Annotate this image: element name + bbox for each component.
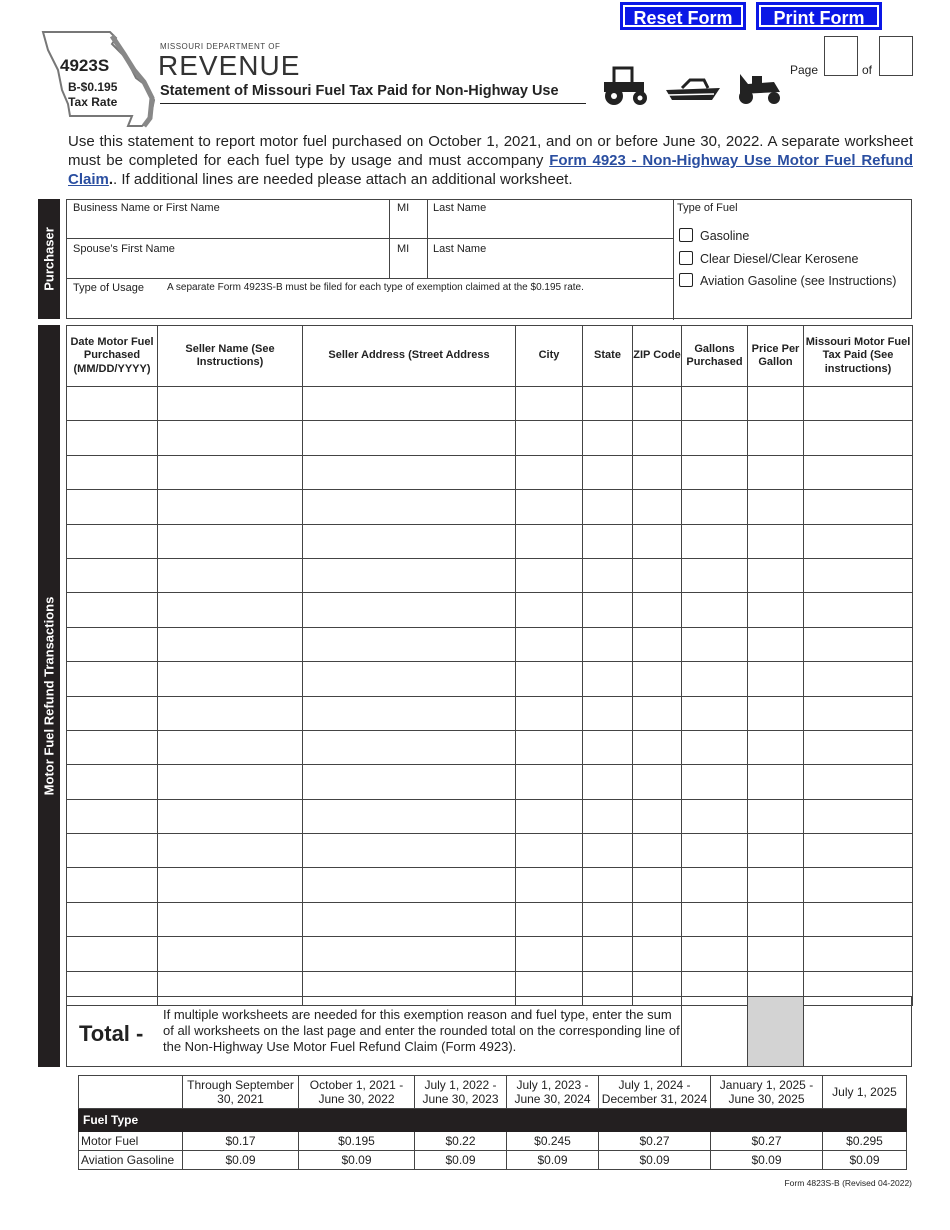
entry-cell[interactable] (682, 524, 748, 558)
transactions-table (66, 325, 913, 1006)
entry-cell[interactable] (633, 662, 682, 696)
table-row (67, 868, 913, 902)
entry-cell[interactable] (682, 627, 748, 661)
entry-cell[interactable] (303, 937, 516, 971)
entry-cell[interactable] (516, 558, 583, 592)
entry-cell[interactable] (682, 765, 748, 799)
intro-text-end: . If additional lines are needed please attach an additional worksheet. (113, 171, 573, 188)
rates-period-row (79, 1076, 907, 1109)
entry-cell[interactable] (67, 387, 158, 421)
entry-cell[interactable] (633, 730, 682, 764)
entry-cell[interactable] (633, 696, 682, 730)
entry-cell[interactable] (516, 765, 583, 799)
entry-cell[interactable] (633, 558, 682, 592)
total-label: Total - (79, 1021, 144, 1046)
rate-line-1: B-$0.195 (68, 80, 118, 94)
mi-label: MI (397, 202, 410, 214)
col-price: Price Per Gallon (748, 326, 804, 387)
entry-cell[interactable] (158, 730, 303, 764)
entry-cell[interactable] (516, 662, 583, 696)
entry-cell[interactable] (804, 524, 913, 558)
rate-line-2: Tax Rate (68, 95, 118, 109)
rate-value: $0.17 (183, 1132, 299, 1151)
entry-cell[interactable] (303, 524, 516, 558)
entry-cell[interactable] (67, 593, 158, 627)
entry-cell[interactable] (748, 937, 804, 971)
purchaser-label-text: Purchaser (41, 227, 57, 291)
entry-cell[interactable] (682, 421, 748, 455)
entry-cell[interactable] (804, 558, 913, 592)
entry-cell[interactable] (303, 627, 516, 661)
entry-cell[interactable] (633, 937, 682, 971)
entry-cell[interactable] (158, 834, 303, 868)
col-city: City (516, 326, 583, 387)
form-4923-link[interactable]: Form 4923 - Non-Highway Use Motor Fuel Refund Claim (68, 152, 913, 188)
intro-period: . (108, 171, 114, 188)
entry-cell[interactable] (158, 799, 303, 833)
entry-cell[interactable] (748, 868, 804, 902)
entry-cell[interactable] (583, 558, 633, 592)
entry-cell[interactable] (583, 937, 633, 971)
table-row (67, 902, 913, 936)
aviation-gasoline-checkbox[interactable] (679, 273, 693, 287)
entry-cell[interactable] (583, 834, 633, 868)
entry-cell[interactable] (748, 902, 804, 936)
entry-cell[interactable] (633, 490, 682, 524)
page-label: Page (790, 63, 819, 77)
rate-value: $0.22 (415, 1132, 507, 1151)
entry-cell[interactable] (516, 490, 583, 524)
col-zip: ZIP Code (633, 326, 682, 387)
entry-cell[interactable] (303, 455, 516, 489)
entry-cell[interactable] (682, 868, 748, 902)
type-of-usage-label: Type of Usage (73, 282, 144, 294)
entry-cell[interactable] (748, 696, 804, 730)
aviation-gasoline-option-label: Aviation Gasoline (see Instructions) (700, 274, 897, 288)
table-row (67, 593, 913, 627)
col-state: State (583, 326, 633, 387)
rate-value: $0.09 (415, 1151, 507, 1170)
business-name-label: Business Name or First Name (73, 202, 220, 214)
entry-cell[interactable] (303, 834, 516, 868)
entry-cell[interactable] (748, 627, 804, 661)
entry-cell[interactable] (633, 765, 682, 799)
entry-cell[interactable] (804, 834, 913, 868)
tax-rates-table (78, 1075, 907, 1170)
rate-value: $0.09 (711, 1151, 823, 1170)
entry-cell[interactable] (583, 662, 633, 696)
entry-cell[interactable] (682, 730, 748, 764)
entry-cell[interactable] (67, 868, 158, 902)
entry-cell[interactable] (158, 455, 303, 489)
print-form-button[interactable]: Print Form (756, 2, 882, 30)
entry-cell[interactable] (158, 558, 303, 592)
entry-cell[interactable] (682, 902, 748, 936)
total-row (66, 996, 912, 1067)
tax-rate-label (68, 80, 117, 110)
entry-cell[interactable] (158, 593, 303, 627)
rate-value: $0.27 (711, 1132, 823, 1151)
aviation-gasoline-row (79, 1151, 907, 1170)
spouse-last-name-label: Last Name (433, 243, 487, 255)
reset-form-button[interactable]: Reset Form (620, 2, 746, 30)
entry-cell[interactable] (804, 662, 913, 696)
entry-cell[interactable] (67, 490, 158, 524)
entry-cell[interactable] (303, 558, 516, 592)
rate-value: $0.09 (599, 1151, 711, 1170)
total-tax-field[interactable] (804, 997, 911, 1066)
title-underline (160, 103, 586, 104)
entry-cell[interactable] (583, 490, 633, 524)
entry-cell[interactable] (303, 868, 516, 902)
entry-cell[interactable] (67, 799, 158, 833)
fuel-name: Motor Fuel (79, 1132, 183, 1151)
form-title: Statement of Missouri Fuel Tax Paid for Non-Highway Use (160, 83, 559, 99)
col-seller-name: Seller Name (See Instructions) (158, 326, 303, 387)
entry-cell[interactable] (748, 558, 804, 592)
entry-cell[interactable] (682, 558, 748, 592)
entry-cell[interactable] (682, 799, 748, 833)
entry-cell[interactable] (682, 662, 748, 696)
fuel-type-label: Fuel Type (79, 1109, 907, 1132)
entry-cell[interactable] (67, 455, 158, 489)
entry-cell[interactable] (67, 662, 158, 696)
entry-cell[interactable] (516, 902, 583, 936)
entry-cell[interactable] (748, 455, 804, 489)
entry-cell[interactable] (158, 765, 303, 799)
revenue-logo: REVENUE (158, 50, 301, 81)
entry-cell[interactable] (804, 490, 913, 524)
entry-cell[interactable] (583, 902, 633, 936)
entry-cell[interactable] (158, 902, 303, 936)
table-row (67, 558, 913, 592)
entry-cell[interactable] (682, 834, 748, 868)
entry-cell[interactable] (804, 868, 913, 902)
rate-value: $0.09 (823, 1151, 907, 1170)
entry-cell[interactable] (804, 902, 913, 936)
entry-cell[interactable] (748, 387, 804, 421)
business-name-field[interactable] (73, 202, 220, 214)
rate-value: $0.245 (507, 1132, 599, 1151)
entry-cell[interactable] (583, 524, 633, 558)
boat-icon (664, 76, 722, 104)
type-of-fuel-label: Type of Fuel (677, 202, 738, 214)
col-seller-address: Seller Address (Street Address (303, 326, 516, 387)
entry-cell[interactable] (516, 868, 583, 902)
entry-cell[interactable] (158, 627, 303, 661)
rate-value: $0.27 (599, 1132, 711, 1151)
gasoline-option-label: Gasoline (700, 229, 750, 243)
entry-cell[interactable] (516, 696, 583, 730)
entry-cell[interactable] (748, 421, 804, 455)
entry-cell[interactable] (516, 834, 583, 868)
table-row (67, 387, 913, 421)
transactions-label-text: Motor Fuel Refund Transactions (41, 596, 57, 796)
entry-cell[interactable] (682, 696, 748, 730)
entry-cell[interactable] (303, 387, 516, 421)
entry-cell[interactable] (682, 387, 748, 421)
entry-cell[interactable] (67, 834, 158, 868)
of-label: of (862, 63, 873, 77)
department-label: MISSOURI DEPARTMENT OF (160, 42, 281, 51)
entry-cell[interactable] (583, 765, 633, 799)
entry-cell[interactable] (804, 937, 913, 971)
entry-cell[interactable] (633, 387, 682, 421)
entry-cell[interactable] (633, 593, 682, 627)
clear-diesel-option-label: Clear Diesel/Clear Kerosene (700, 252, 859, 266)
entry-cell[interactable] (748, 593, 804, 627)
total-price-shaded (748, 997, 803, 1066)
period-header: July 1, 2023 - June 30, 2024 (507, 1076, 599, 1109)
table-row (67, 937, 913, 971)
table-row (67, 455, 913, 489)
page-total-field[interactable] (879, 36, 913, 76)
period-header: July 1, 2022 - June 30, 2023 (415, 1076, 507, 1109)
rate-value: $0.09 (507, 1151, 599, 1170)
entry-cell[interactable] (516, 421, 583, 455)
entry-cell[interactable] (158, 421, 303, 455)
entry-cell[interactable] (748, 834, 804, 868)
motor-fuel-row (79, 1132, 907, 1151)
entry-cell[interactable] (633, 524, 682, 558)
entry-cell[interactable] (67, 421, 158, 455)
entry-cell[interactable] (67, 627, 158, 661)
entry-cell[interactable] (583, 627, 633, 661)
entry-cell[interactable] (583, 455, 633, 489)
entry-cell[interactable] (682, 455, 748, 489)
total-instructions: If multiple worksheets are needed for this exemption reason and fuel type, enter the sum of all worksheets on the last page and enter the rounded total on the corresponding line of the Non-Highway Use Motor Fuel Refund Claim (Form 4923). (163, 1007, 680, 1054)
entry-cell[interactable] (804, 387, 913, 421)
entry-cell[interactable] (303, 799, 516, 833)
period-header: October 1, 2021 - June 30, 2022 (299, 1076, 415, 1109)
entry-cell[interactable] (516, 524, 583, 558)
intro-text: Use this statement to report motor fuel purchased on October 1, 2021, and on or before June 30, 2022. A separate worksheet must be completed for each fuel type by usage and must accompany (68, 133, 913, 169)
entry-cell[interactable] (303, 696, 516, 730)
table-row (67, 834, 913, 868)
entry-cell[interactable] (158, 937, 303, 971)
tractor-icon (600, 64, 652, 106)
table-row (67, 696, 913, 730)
entry-cell[interactable] (804, 765, 913, 799)
form-number: 4923S (60, 56, 110, 75)
entry-cell[interactable] (67, 765, 158, 799)
entry-cell[interactable] (633, 421, 682, 455)
entry-cell[interactable] (748, 799, 804, 833)
period-header: January 1, 2025 - June 30, 2025 (711, 1076, 823, 1109)
entry-cell[interactable] (158, 387, 303, 421)
entry-cell[interactable] (682, 593, 748, 627)
last-name-field[interactable] (433, 202, 486, 214)
entry-cell[interactable] (748, 662, 804, 696)
entry-cell[interactable] (804, 455, 913, 489)
usage-note: A separate Form 4923S-B must be filed for each type of exemption claimed at the $0.195 rate. (167, 282, 584, 293)
period-header: Through September 30, 2021 (183, 1076, 299, 1109)
entry-cell[interactable] (804, 799, 913, 833)
total-gallons-field[interactable] (682, 997, 747, 1066)
entry-cell[interactable] (748, 490, 804, 524)
col-tax-paid: Missouri Motor Fuel Tax Paid (See instructions) (804, 326, 913, 387)
entry-cell[interactable] (158, 524, 303, 558)
entry-cell[interactable] (67, 730, 158, 764)
transactions-header-row (67, 326, 913, 387)
col-gallons: Gallons Purchased (682, 326, 748, 387)
table-row (67, 524, 913, 558)
entry-cell[interactable] (748, 524, 804, 558)
page-number-field[interactable] (824, 36, 858, 76)
spouse-first-name-label: Spouse’s First Name (73, 243, 175, 255)
entry-cell[interactable] (583, 421, 633, 455)
spouse-first-name-field[interactable] (73, 243, 175, 255)
gasoline-checkbox[interactable] (679, 228, 693, 242)
entry-cell[interactable] (516, 730, 583, 764)
type-of-usage-field[interactable] (73, 282, 144, 294)
spouse-last-name-field[interactable] (433, 243, 486, 255)
rate-value: $0.09 (299, 1151, 415, 1170)
spouse-mi-field[interactable] (397, 243, 409, 255)
entry-cell[interactable] (682, 937, 748, 971)
rate-value: $0.295 (823, 1132, 907, 1151)
entry-cell[interactable] (804, 627, 913, 661)
entry-cell[interactable] (633, 902, 682, 936)
entry-cell[interactable] (516, 627, 583, 661)
mi-field[interactable] (397, 202, 409, 214)
transactions-section-label (38, 325, 60, 1067)
entry-cell[interactable] (516, 387, 583, 421)
rates-corner (79, 1076, 183, 1109)
entry-cell[interactable] (804, 696, 913, 730)
entry-cell[interactable] (516, 799, 583, 833)
entry-cell[interactable] (303, 902, 516, 936)
period-header: July 1, 2024 - December 31, 2024 (599, 1076, 711, 1109)
entry-cell[interactable] (748, 730, 804, 764)
entry-cell[interactable] (583, 696, 633, 730)
entry-cell[interactable] (303, 421, 516, 455)
entry-cell[interactable] (583, 593, 633, 627)
fuel-name: Aviation Gasoline (79, 1151, 183, 1170)
entry-cell[interactable] (158, 868, 303, 902)
rate-value: $0.195 (299, 1132, 415, 1151)
entry-cell[interactable] (682, 490, 748, 524)
entry-cell[interactable] (67, 696, 158, 730)
form-revision-footer: Form 4823S-B (Revised 04-2022) (784, 1178, 912, 1188)
entry-cell[interactable] (748, 765, 804, 799)
entry-cell[interactable] (633, 455, 682, 489)
entry-cell[interactable] (303, 593, 516, 627)
entry-cell[interactable] (633, 799, 682, 833)
entry-cell[interactable] (67, 937, 158, 971)
table-row (67, 799, 913, 833)
entry-cell[interactable] (158, 662, 303, 696)
entry-cell[interactable] (303, 662, 516, 696)
entry-cell[interactable] (158, 490, 303, 524)
entry-cell[interactable] (303, 765, 516, 799)
entry-cell[interactable] (583, 868, 633, 902)
table-row (67, 730, 913, 764)
entry-cell[interactable] (303, 730, 516, 764)
clear-diesel-checkbox[interactable] (679, 251, 693, 265)
col-date: Date Motor Fuel Purchased (MM/DD/YYYY) (67, 326, 158, 387)
table-row (67, 490, 913, 524)
entry-cell[interactable] (67, 524, 158, 558)
entry-cell[interactable] (804, 421, 913, 455)
fuel-type-header-row (79, 1109, 907, 1132)
entry-cell[interactable] (633, 627, 682, 661)
entry-cell[interactable] (516, 937, 583, 971)
entry-cell[interactable] (583, 799, 633, 833)
entry-cell[interactable] (804, 730, 913, 764)
purchaser-box (66, 199, 912, 319)
table-row (67, 765, 913, 799)
entry-cell[interactable] (633, 868, 682, 902)
purchaser-section-label (38, 199, 60, 319)
table-row (67, 627, 913, 661)
last-name-label: Last Name (433, 202, 487, 214)
entry-cell[interactable] (583, 387, 633, 421)
intro-paragraph (68, 132, 913, 189)
entry-cell[interactable] (67, 558, 158, 592)
entry-cell[interactable] (158, 696, 303, 730)
entry-cell[interactable] (583, 730, 633, 764)
table-row (67, 662, 913, 696)
entry-cell[interactable] (516, 593, 583, 627)
entry-cell[interactable] (804, 593, 913, 627)
entry-cell[interactable] (633, 834, 682, 868)
entry-cell[interactable] (303, 490, 516, 524)
spouse-mi-label: MI (397, 243, 410, 255)
table-row (67, 421, 913, 455)
rate-value: $0.09 (183, 1151, 299, 1170)
entry-cell[interactable] (67, 902, 158, 936)
entry-cell[interactable] (516, 455, 583, 489)
lawn-mower-icon (734, 70, 784, 106)
period-header: July 1, 2025 (823, 1076, 907, 1109)
